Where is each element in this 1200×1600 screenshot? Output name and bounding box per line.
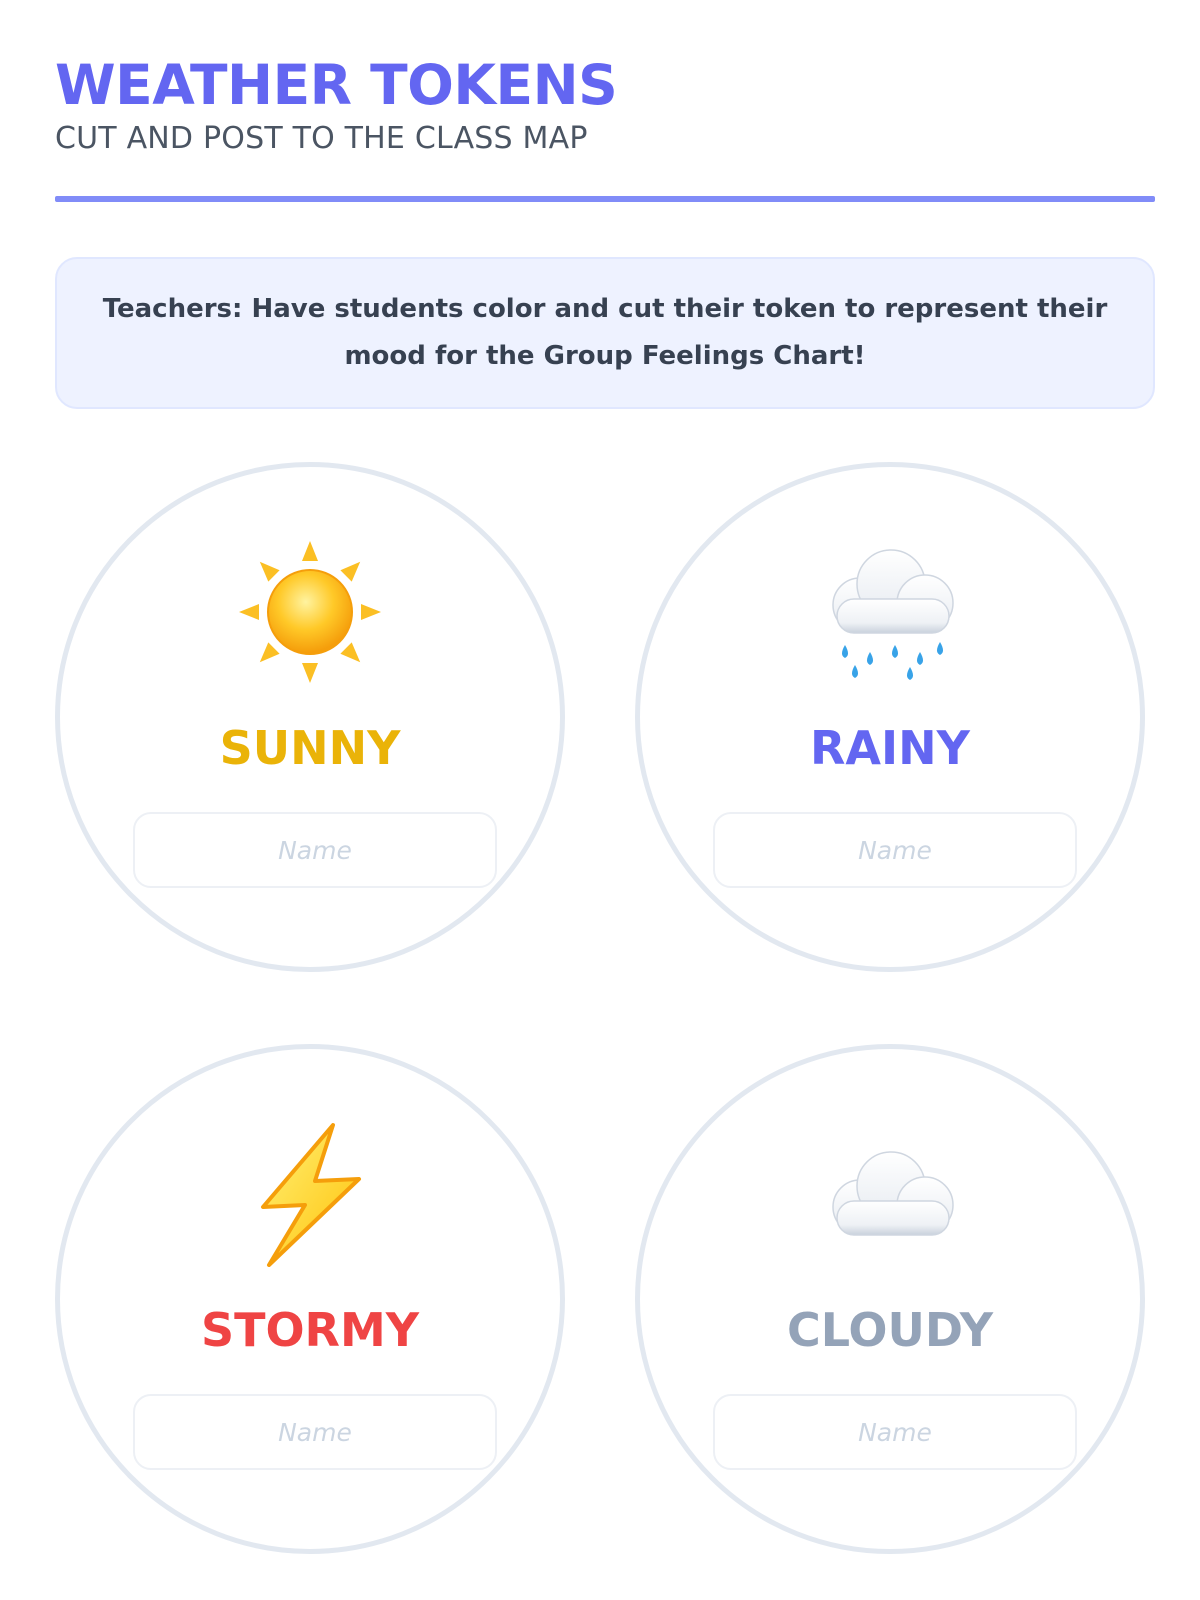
sun-icon bbox=[235, 537, 385, 687]
token-label: STORMY bbox=[200, 1303, 420, 1357]
teacher-notice-text: Teachers: Have students color and cut their token to represent their mood for the Group Feelings Chart! bbox=[102, 294, 1108, 371]
name-field[interactable] bbox=[713, 1394, 1077, 1470]
rain-cloud-icon bbox=[815, 537, 965, 687]
token-stormy bbox=[55, 1044, 565, 1554]
header-divider bbox=[55, 196, 1155, 202]
name-field[interactable] bbox=[133, 1394, 497, 1470]
page-subtitle: CUT AND POST TO THE CLASS MAP bbox=[55, 121, 588, 156]
page-title: WEATHER TOKENS bbox=[55, 53, 618, 117]
token-label: SUNNY bbox=[219, 721, 401, 775]
teacher-notice bbox=[55, 257, 1155, 409]
token-rainy bbox=[635, 462, 1145, 972]
header bbox=[55, 50, 1155, 158]
name-field[interactable] bbox=[133, 812, 497, 888]
token-cloudy bbox=[635, 1044, 1145, 1554]
token-label: CLOUDY bbox=[786, 1303, 994, 1357]
cloud-icon bbox=[815, 1119, 965, 1269]
name-field[interactable] bbox=[713, 812, 1077, 888]
lightning-icon bbox=[235, 1119, 385, 1269]
token-sunny bbox=[55, 462, 565, 972]
token-label: RAINY bbox=[810, 721, 970, 775]
